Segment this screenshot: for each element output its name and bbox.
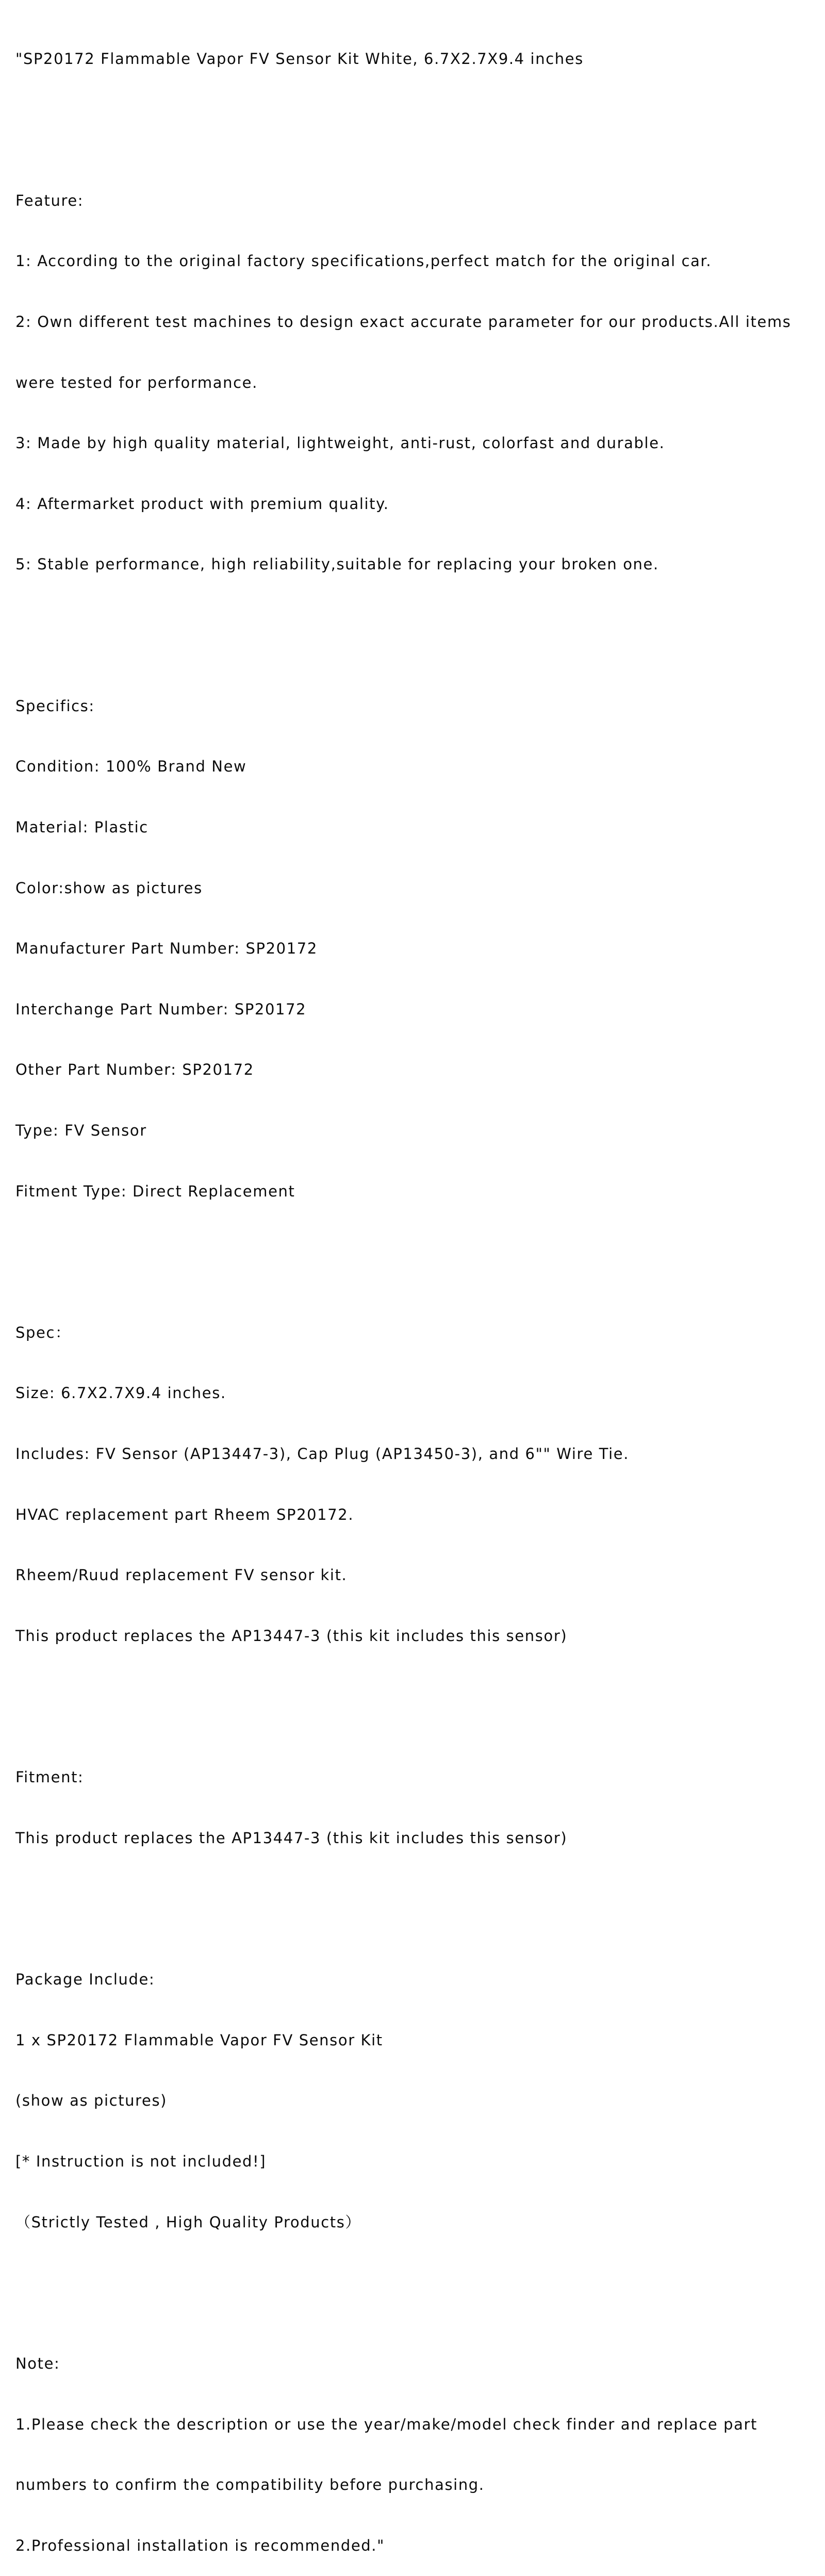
spacer [15, 1242, 815, 1262]
specifics-heading: Specifics: [15, 697, 95, 715]
spec-heading: Spec： [15, 1323, 71, 1341]
spacer [15, 110, 815, 130]
specifics-item: Color:show as pictures [15, 879, 203, 897]
document-title: "SP20172 Flammable Vapor FV Sensor Kit White, 6.7X2.7X9.4 inches [15, 50, 584, 68]
specifics-item: Material: Plastic [15, 818, 148, 836]
feature-item: 1: According to the original factory specifications,perfect match for the original car. [15, 252, 712, 270]
specifics-item: Condition: 100% Brand New [15, 758, 247, 776]
spec-item: Size: 6.7X2.7X9.4 inches. [15, 1384, 226, 1402]
specifics-item: Manufacturer Part Number: SP20172 [15, 940, 318, 958]
package-heading: Package Include: [15, 1971, 155, 1989]
specifics-item: Interchange Part Number: SP20172 [15, 1000, 307, 1018]
feature-item: were tested for performance. [15, 373, 258, 391]
spec-item: Includes: FV Sensor (AP13447-3), Cap Plug (AP13450-3), and 6"" Wire Tie. [15, 1445, 630, 1463]
fitment-heading: Fitment: [15, 1768, 84, 1786]
package-item: （Strictly Tested , High Quality Products） [15, 2213, 361, 2231]
spacer [15, 2273, 815, 2293]
feature-item: 5: Stable performance, high reliability,suitable for replacing your broken one. [15, 555, 659, 573]
feature-item: 4: Aftermarket product with premium quality. [15, 495, 389, 513]
spacer [15, 615, 815, 635]
feature-item: 2: Own different test machines to design exact accurate parameter for our products.All items [15, 313, 791, 331]
package-item: (show as pictures) [15, 2092, 168, 2110]
specifics-item: Type: FV Sensor [15, 1121, 147, 1139]
note-item: 1.Please check the description or use the year/make/model check finder and replace part [15, 2415, 757, 2433]
package-item: 1 x SP20172 Flammable Vapor FV Sensor Kit [15, 2031, 383, 2049]
spec-item: HVAC replacement part Rheem SP20172. [15, 1505, 354, 1523]
fitment-item: This product replaces the AP13447-3 (this kit includes this sensor) [15, 1829, 568, 1847]
specifics-item: Fitment Type: Direct Replacement [15, 1182, 295, 1200]
note-item: 2.Professional installation is recommended." [15, 2536, 385, 2554]
feature-heading: Feature: [15, 191, 84, 209]
package-item: [* Instruction is not included!] [15, 2153, 267, 2171]
spacer [15, 1686, 815, 1707]
spacer [15, 1889, 815, 1909]
note-heading: Note: [15, 2355, 60, 2372]
product-description [15, 9, 815, 2576]
note-item: numbers to confirm the compatibility before purchasing. [15, 2476, 485, 2494]
specifics-item: Other Part Number: SP20172 [15, 1061, 254, 1079]
spec-item: This product replaces the AP13447-3 (this kit includes this sensor) [15, 1627, 568, 1645]
spec-item: Rheem/Ruud replacement FV sensor kit. [15, 1566, 348, 1584]
feature-item: 3: Made by high quality material, lightweight, anti-rust, colorfast and durable. [15, 434, 665, 452]
